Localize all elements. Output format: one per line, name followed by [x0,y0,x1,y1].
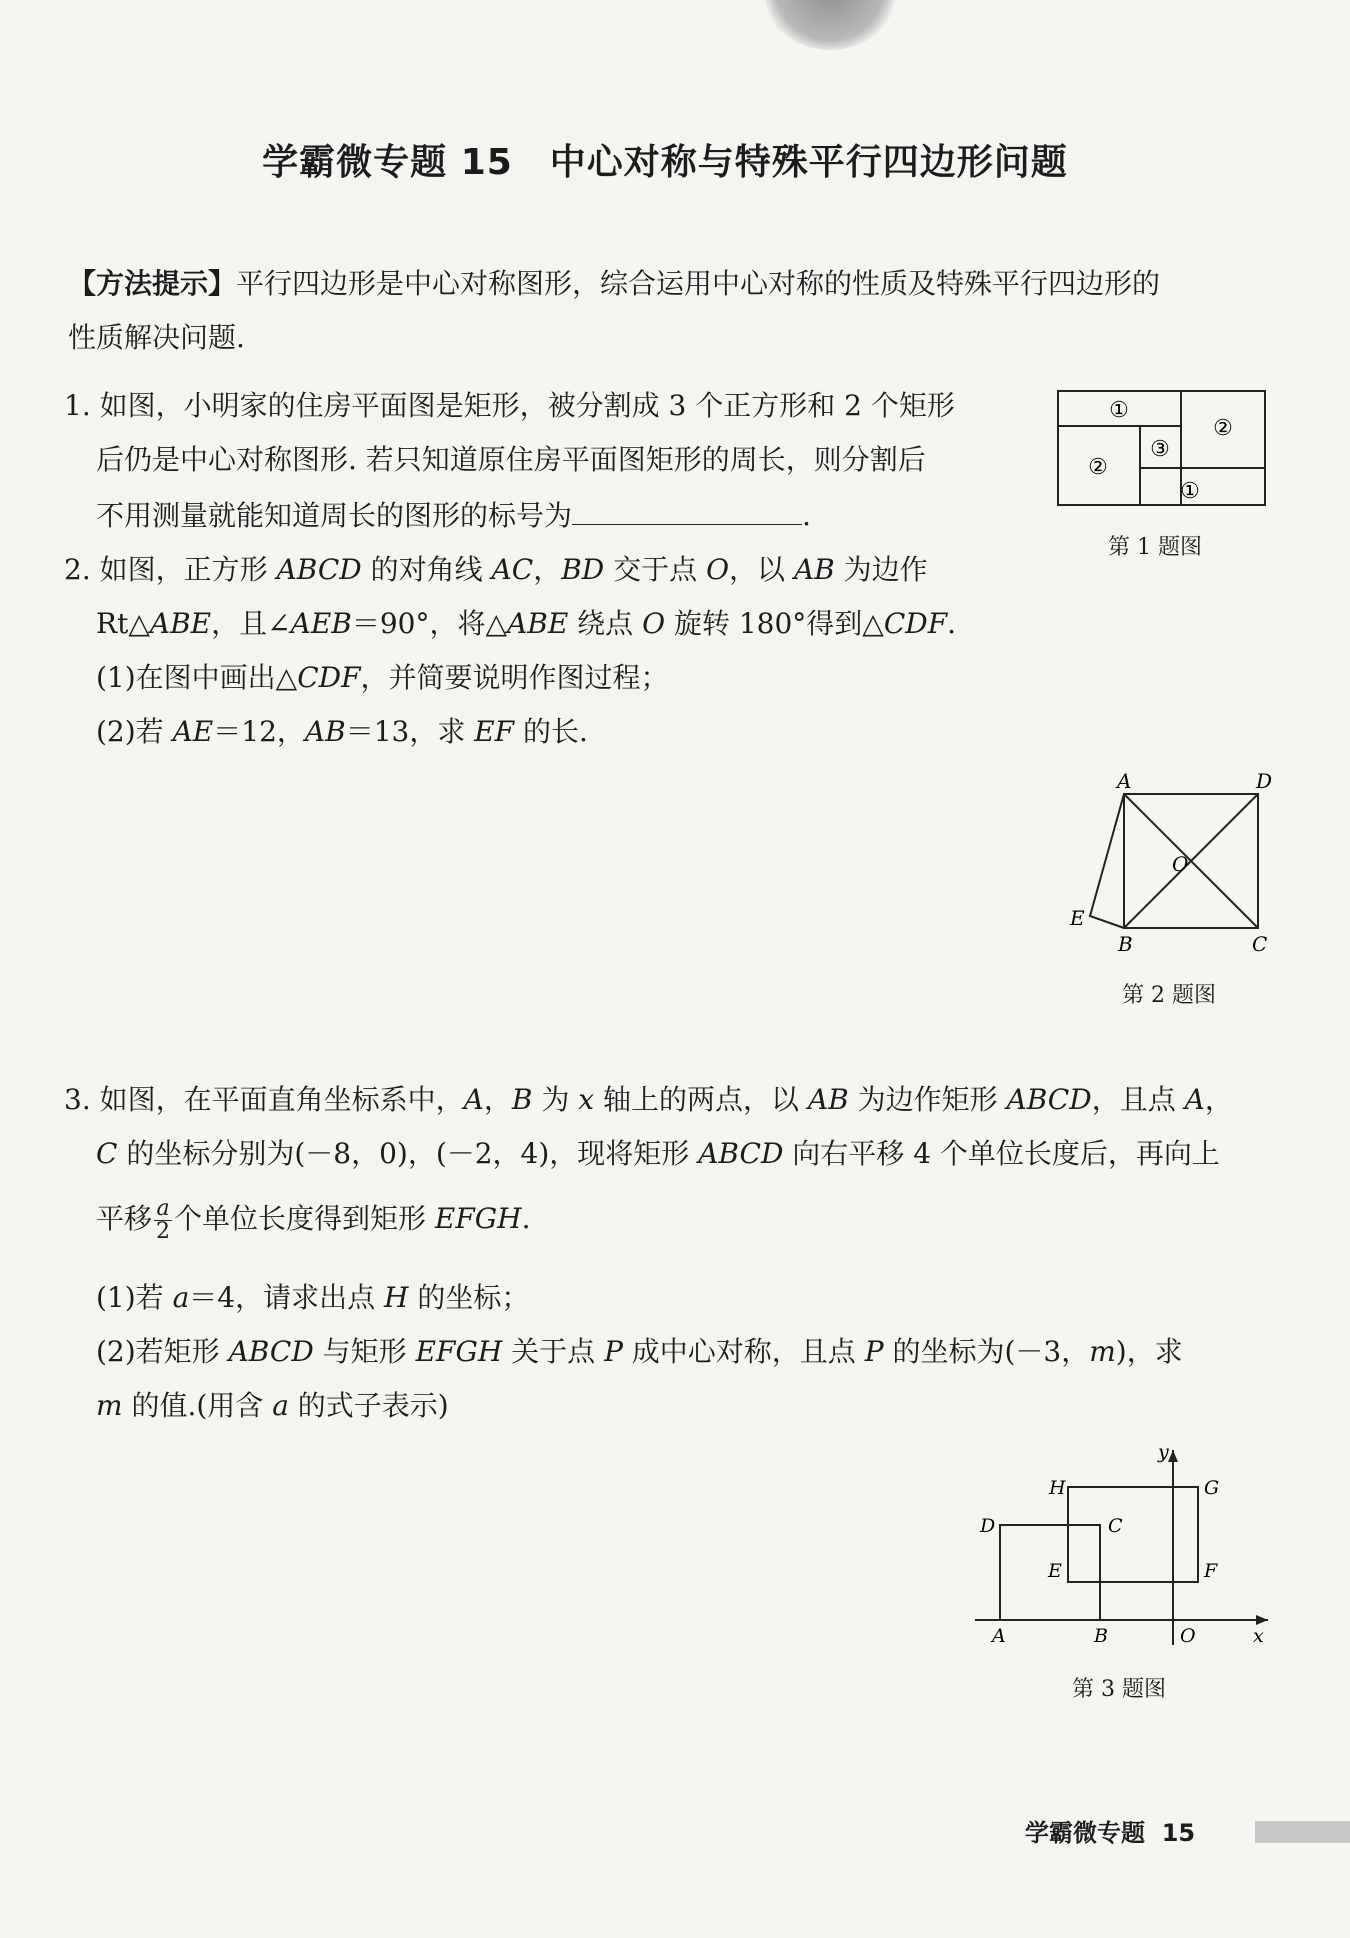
fraction-a-over-2: $\frac{a}{2}$ [156,1196,171,1244]
q1-answer-blank[interactable] [572,494,802,525]
page-title: 学霸微专题 15 中心对称与特殊平行四边形问题 [262,142,1068,183]
triangle-ABE [1090,794,1124,928]
label-D: D [980,1515,996,1537]
label-O: O [1172,852,1189,876]
scan-shadow [765,0,895,50]
q1-line-3: 不用测量就能知道周长的图形的标号为 . [96,494,811,536]
q2-sub-1: (1)在图中画出△CDF，并简要说明作图过程； [96,661,669,694]
q2-sub-2: (2)若 AE＝12，AB＝13，求 EF 的长. [96,715,588,748]
label-E: E [1070,906,1085,930]
method-tip-line-1 [68,264,1160,304]
q1-line-2: 后仍是中心对称图形. 若只知道原住房平面图矩形的周长，则分割后 [96,443,926,476]
footer-label: 学霸微专题 [1025,1819,1145,1847]
label-x: x [1253,1625,1264,1647]
label-A: A [1117,770,1132,793]
q3-sub-2: (2)若矩形 ABCD 与矩形 EFGH 关于点 P 成中心对称，且点 P 的坐标为(－3，m)，求 [96,1335,1183,1368]
label-D: D [1256,770,1273,793]
plan-label-3-center: ③ [1150,437,1170,462]
q1-floor-plan-figure [1055,388,1271,508]
q3-caption: 第 3 题图 [1072,1677,1166,1702]
rectangle-EFGH [1068,1487,1198,1582]
plan-label-2-right: ② [1213,416,1233,441]
label-F: F [1204,1560,1218,1582]
label-B: B [1118,932,1133,956]
page-number: 15 [1161,1819,1196,1847]
label-C: C [1252,932,1268,956]
q1-line-1: 1. 如图，小明家的住房平面图是矩形，被分割成 3 个正方形和 2 个矩形 [64,389,955,422]
label-B: B [1094,1625,1108,1647]
q2-line-2: Rt△ABE，且∠AEB＝90°，将△ABE 绕点 O 旋转 180°得到△CDF. [96,607,957,640]
method-tip-text: 平行四边形是中心对称图形，综合运用中心对称的性质及特殊平行四边形的 [236,267,1161,300]
q3-line-2: C 的坐标分别为(－8，0)，(－2，4)，现将矩形 ABCD 向右平移 4 个单位长度后，再向上 [96,1137,1220,1170]
q2-square-figure [1060,770,1280,960]
q1-caption: 第 1 题图 [1108,535,1202,560]
q3-sub-1: (1)若 a＝4，请求出点 H 的坐标； [96,1281,530,1314]
label-O: O [1180,1625,1196,1647]
plan-label-2-left: ② [1088,455,1108,480]
footer-bar [1255,1821,1350,1843]
q2-line-1: 2. 如图，正方形 ABCD 的对角线 AC，BD 交于点 O，以 AB 为边作 [64,553,928,586]
method-tip-label: 【方法提示】 [68,267,237,300]
label-E: E [1048,1560,1062,1582]
q2-caption: 第 2 题图 [1122,983,1216,1008]
label-A: A [992,1625,1006,1647]
y-axis-arrow [1168,1450,1178,1462]
x-axis-arrow [1256,1615,1268,1625]
q3-sub-3: m 的值.(用含 a 的式子表示) [96,1389,449,1422]
q3-coordinate-figure [970,1440,1270,1650]
label-C: C [1108,1515,1123,1537]
q3-line-1: 3. 如图，在平面直角坐标系中，A，B 为 x 轴上的两点，以 AB 为边作矩形 ABCD，且点 A， [64,1083,1233,1116]
label-G: G [1204,1477,1220,1499]
q3-line-3: 平移 $\frac{a}{2}$ 个单位长度得到矩形 EFGH. [96,1196,531,1244]
plan-label-1-top: ① [1109,398,1129,423]
method-tip-line-2: 性质解决问题. [68,321,245,354]
footer [1025,1813,1195,1848]
plan-label-1-bottom: ① [1180,479,1200,504]
label-H: H [1049,1477,1066,1499]
label-y: y [1158,1441,1169,1463]
